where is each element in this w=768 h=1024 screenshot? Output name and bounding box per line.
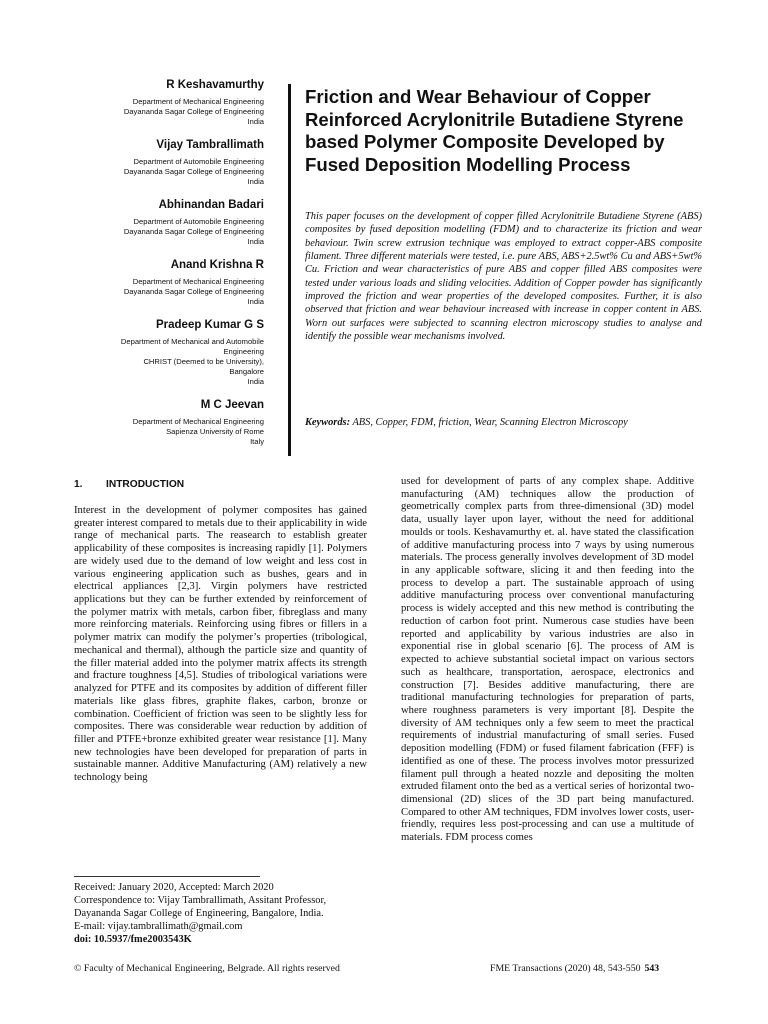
correspondence: Correspondence to: Vijay Tambrallimath, Assitant Professor, Dayananda Sagar College of Engineering, Bangalore, India.	[74, 895, 327, 920]
affiliation-line: Department of Mechanical Engineering	[132, 277, 264, 286]
body-column-right: used for development of parts of any complex shape. Additive manufacturing (AM) techniques allow the production of geometrically complex parts from three-dimensional (3D) model data, usually layer upon layer, without the need for additional moulds or tools. Keshavamurthy et. al. have stated the classification of additive manufacturing process into 7 ways by using numerous materials. The process generally involves development of 3D model in any applicable software, slicing it and then feeding into the process to develop a part. The sustainable approach of using additive manufacturing process over conventional manufacturing process is widely accepted and this new method is contributing the reduction of carbon foot print. Numerous case studies have been reported and applicability by various industries are also in exponential rise in global scenario [6]. The process of AM is expected to achieve substantial societal impact on various sectors such as healthcare, transportation, aerospace, electronics and construction [7]. Besides additive manufacturing, there are traditional manufacturing technologies for preparation of parts, where roughness parameters is very important [8]. Despite the diversity of AM techniques only a few seem to meet the practical requirements of industrial manufacturing of small series. Fused deposition modelling (FDM) or fused filament fabrication (FFF) is identified as one of these. The process involves motor pressurized filament pull through a heated nozzle and depositing the molten extruded filament onto the bed as a vertical series of horizontal two-dimensional (2D) slices of the 3D part being manufactured. Compared to other AM techniques, FDM involves lower costs, user-friendly, requires less post-processing and can use a multitude of materials. FDM process comes	[401, 476, 694, 844]
author-block	[60, 198, 264, 247]
affiliation-line: Department of Automobile Engineering	[133, 157, 264, 166]
paper-title: Friction and Wear Behaviour of Copper Reinforced Acrylonitrile Butadiene Styrene based Polymer Composite Developed by Fused Deposition Modelling Process	[305, 86, 684, 175]
affiliation-line: Engineering	[223, 347, 264, 356]
affiliation-line: Dayananda Sagar College of Engineering	[123, 167, 264, 176]
copyright-notice: © Faculty of Mechanical Engineering, Belgrade. All rights reserved	[74, 963, 340, 974]
author-name: Pradeep Kumar G S	[155, 319, 264, 331]
doi: doi: 10.5937/fme2003543K	[74, 934, 192, 946]
abstract: This paper focuses on the development of copper filled Acrylonitrile Butadiene Styrene (ABS) composites by fused deposition modelling (FDM) and to characterize its friction and wear behaviour. Twin screw extrusion technique was employed to extract copper-ABS composite filament. Three different materials were tested, i.e. pure ABS, ABS+2.5wt% Cu and ABS+5wt% Cu. Friction and wear characteristics of pure ABS and copper filled ABS composites were tested under various loads and sliding velocities. Addition of Copper powder has significantly improved the friction and wear properties of the developed composites. Further, it is also observed that friction and wear behaviour increased with increase in copper content in ABS. Worn out surfaces were subjected to scanning electron microscopy studies to analyse and identify the possible wear mechanisms involved.	[305, 211, 702, 343]
author-block	[60, 138, 264, 187]
affiliation-line: CHRIST (Deemed to be University),	[143, 357, 264, 366]
author-block	[60, 318, 264, 387]
author-affiliation	[60, 277, 264, 307]
affiliation-line: India	[247, 237, 264, 246]
author-name: Vijay Tambrallimath	[156, 139, 264, 151]
affiliation-line: India	[247, 297, 264, 306]
affiliation-line: India	[247, 377, 264, 386]
affiliation-line: Dayananda Sagar College of Engineering	[123, 107, 264, 116]
author-name: M C Jeevan	[200, 399, 264, 411]
keywords-text: ABS, Copper, FDM, friction, Wear, Scanning Electron Microscopy	[352, 417, 628, 428]
author-affiliation	[60, 417, 264, 447]
affiliation-line: Sapienza University of Rome	[166, 427, 264, 436]
affiliation-line: Bangalore	[229, 367, 264, 376]
journal-citation: FME Transactions (2020) 48, 543-550	[490, 963, 641, 974]
author-name: Abhinandan Badari	[158, 199, 264, 211]
section-title: INTRODUCTION	[106, 479, 185, 490]
author-affiliation	[60, 157, 264, 187]
affiliation-line: India	[247, 117, 264, 126]
keywords-label: Keywords:	[305, 417, 351, 428]
footnote-rule	[74, 876, 260, 877]
keywords	[305, 416, 702, 429]
author-affiliation	[60, 97, 264, 127]
author-name: Anand Krishna R	[170, 259, 264, 271]
section-heading	[74, 479, 184, 490]
affiliation-line: India	[247, 177, 264, 186]
affiliation-line: Department of Mechanical Engineering	[132, 97, 264, 106]
journal-footer	[490, 963, 659, 974]
affiliation-line: Dayananda Sagar College of Engineering	[123, 287, 264, 296]
page-number: 543	[644, 963, 660, 974]
author-affiliation	[60, 217, 264, 247]
affiliation-line: Department of Automobile Engineering	[133, 217, 264, 226]
received-date: Received: January 2020, Accepted: March 2020	[74, 882, 274, 893]
affiliation-line: Italy	[250, 437, 264, 446]
affiliation-line: Department of Mechanical and Automobile	[120, 337, 264, 346]
author-block	[60, 78, 264, 127]
author-block	[60, 398, 264, 447]
footnotes	[74, 881, 368, 946]
author-block	[60, 258, 264, 307]
email: E-mail: vijay.tambrallimath@gmail.com	[74, 921, 243, 933]
author-affiliation	[60, 337, 264, 387]
body-column-left: Interest in the development of polymer composites has gained greater interest compared to metals due to their applicability in wide range of mechanical parts. The reasearch to establish greater applicability of these composites is increasing rapidly [1]. Polymers are widely used due to the demand of low weight and less cost in various engineering application such as bushes, gears and in electrical appliances [2,3]. Virgin polymers have restricted applications but they can be further extended by reinforcement of the polymer matrix with metals, carbon fiber, fibreglass and many more reinforcing materials. Reinforcing using fibres or fillers in a polymer matrix can modify the polymer’s properties (tribological, mechanical and thermal), although the particle size and quantity of the filler material added into the polymer matrix affects its strength and fracture toughness [4,5]. Studies of tribological variations were analyzed for PTFE and its composites by addition of different filler materials like glass fibres, graphite flakes, carbon, bronze or combination. Coefficient of friction was seen to be slightly less for composites. There was considerable wear reduction by addition of filler and PTFE+bronze exhibited greater wear resistance [1]. Many new technologies have been developed for preparation of parts in sustainable manner. Additive Manufacturing (AM) relatively a new technology being	[74, 505, 367, 784]
affiliation-line: Dayananda Sagar College of Engineering	[123, 227, 264, 236]
title-divider	[288, 84, 291, 456]
author-list	[60, 78, 264, 458]
section-number: 1.	[74, 479, 83, 490]
author-name: R Keshavamurthy	[166, 79, 264, 91]
affiliation-line: Department of Mechanical Engineering	[132, 417, 264, 426]
